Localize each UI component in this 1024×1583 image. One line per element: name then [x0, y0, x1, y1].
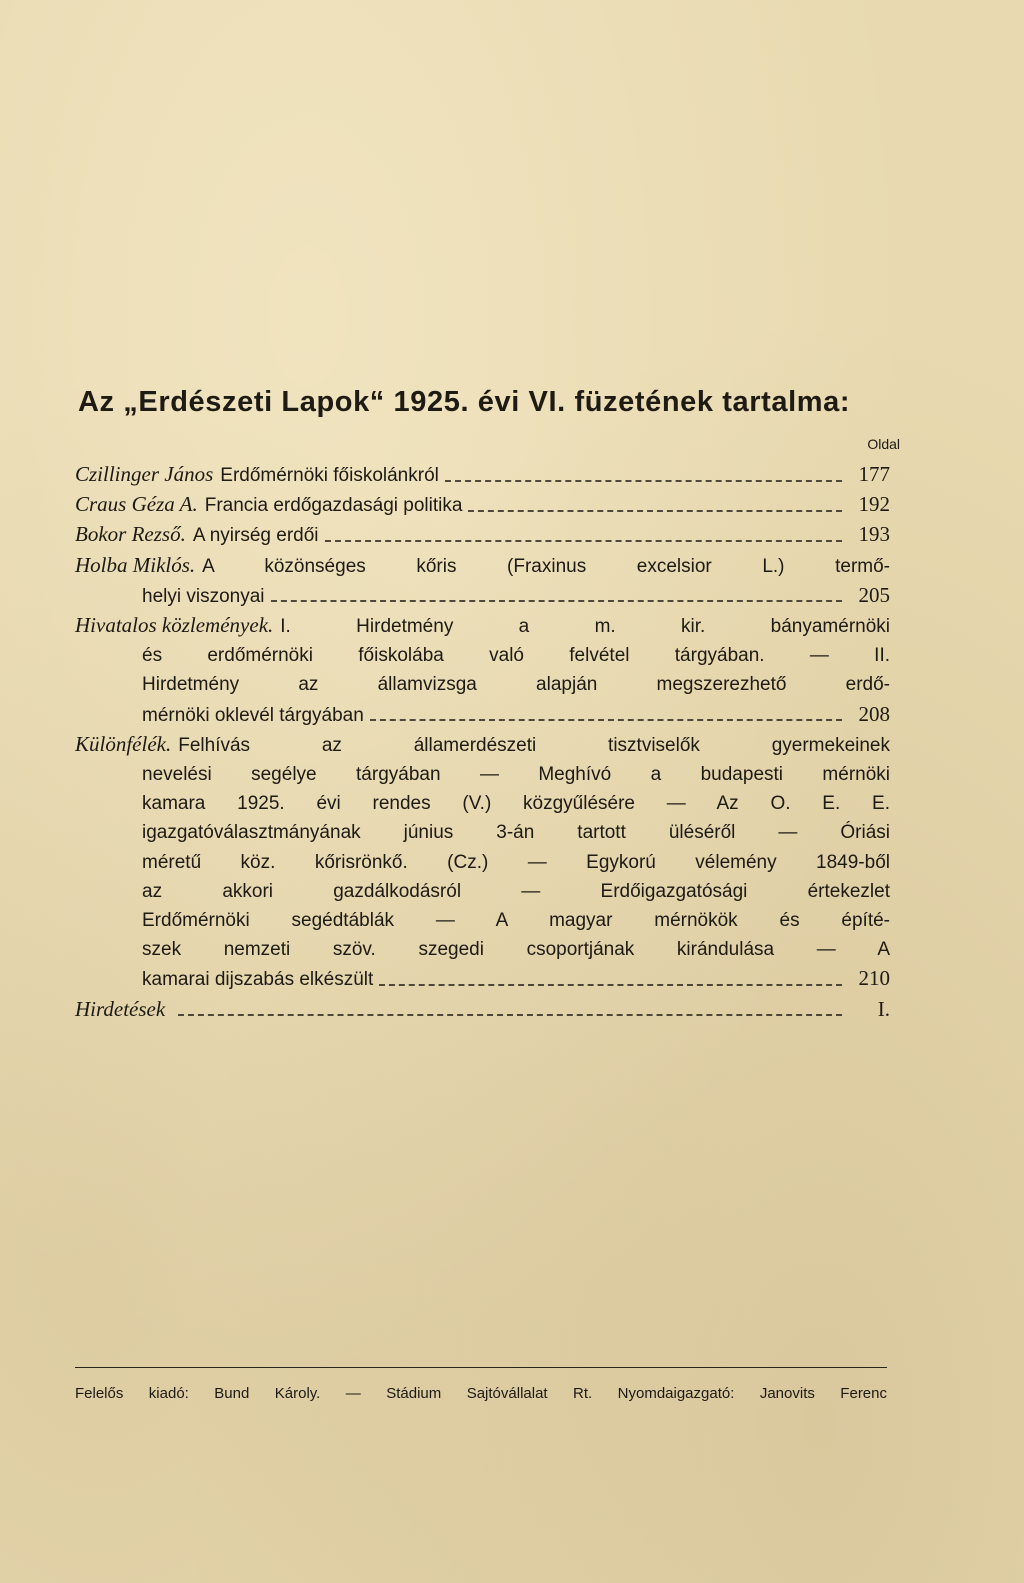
toc-text: A nyirség erdői — [192, 525, 319, 547]
toc-author: Különfélék. — [75, 731, 172, 756]
dot-leader — [370, 703, 842, 724]
toc-line — [75, 670, 890, 699]
toc-text: Felhívás az államerdészeti tisztviselők gyermekeinek — [178, 734, 890, 756]
dot-leader — [379, 968, 842, 989]
dot-leader — [178, 998, 842, 1019]
toc-author: Bokor Rezső. — [75, 522, 186, 547]
toc-text: kamarai dijszabás elkészült — [142, 969, 374, 991]
toc-text: szek nemzeti szöv. szegedi csoportjának kirándulása — A — [142, 939, 890, 961]
page-title: Az „Erdészeti Lapok“ 1925. évi VI. füzetének tartalma: — [78, 386, 851, 418]
toc-line — [75, 935, 890, 964]
toc-line — [75, 789, 890, 818]
toc-entry — [75, 551, 890, 611]
toc-page-number: 205 — [858, 582, 890, 607]
toc-text: Erdőmérnöki segédtáblák — A magyar mérnökök és építé- — [142, 910, 890, 932]
toc-line — [75, 551, 890, 581]
toc-entry — [75, 611, 890, 730]
footer-divider — [75, 1367, 887, 1368]
toc-text: és erdőmérnöki főiskolába való felvétel tárgyában. — II. — [142, 645, 890, 667]
toc-line — [75, 995, 890, 1024]
toc-page-number: I. — [877, 996, 890, 1021]
toc-entry — [75, 460, 890, 490]
toc-text: Erdőmérnöki főiskolánkról — [220, 465, 439, 486]
publisher-footer: Felelős kiadó: Bund Károly. — Stádium Sajtóvállalat Rt. Nyomdaigazgató: Janovits Ferenc — [75, 1385, 887, 1402]
toc-line — [75, 520, 890, 550]
toc-text: az akkori gazdálkodásról — Erdőigazgatósági értekezlet — [142, 880, 890, 902]
toc-line — [75, 611, 890, 641]
toc-line — [75, 581, 890, 611]
toc-author: Holba Miklós. — [75, 552, 196, 577]
toc-text: méretű köz. kőrisrönkő. (Cz.) — Egykorú vélemény 1849-ből — [142, 851, 890, 873]
dot-leader — [271, 584, 843, 605]
toc-line — [75, 818, 890, 847]
toc-author: Hivatalos közlemények. — [75, 613, 274, 638]
toc-text: kamara 1925. évi rendes (V.) közgyűlésére — Az O. E. E. — [142, 793, 890, 815]
toc-line — [75, 848, 890, 877]
toc-line — [75, 641, 890, 670]
toc-page-number: 192 — [858, 492, 890, 517]
toc-line — [75, 877, 890, 906]
toc-text: Francia erdőgazdasági politika — [204, 495, 463, 517]
toc-text: mérnöki oklevél tárgyában — [142, 704, 364, 726]
toc-text: I. Hirdetmény a m. kir. bányamérnöki — [280, 616, 890, 638]
table-of-contents — [75, 460, 890, 1024]
toc-text: igazgatóválasztmányának június 3-án tartott üléséről — Óriási — [142, 822, 890, 844]
toc-entry — [75, 995, 890, 1024]
toc-author: Craus Géza A. — [75, 492, 198, 517]
toc-author: Hirdetések — [75, 996, 166, 1021]
toc-line — [75, 730, 890, 760]
dot-leader — [325, 524, 842, 545]
toc-page-number: 193 — [858, 522, 890, 547]
toc-text: helyi viszonyai — [142, 585, 265, 607]
toc-page-number: 177 — [858, 462, 890, 486]
toc-line — [75, 964, 890, 994]
toc-entry — [75, 520, 890, 550]
toc-text: Hirdetmény az államvizsga alapján megszerezhető erdő- — [142, 674, 890, 696]
toc-text: nevelési segélye tárgyában — Meghívó a budapesti mérnöki — [142, 764, 890, 786]
toc-line — [75, 490, 890, 520]
toc-page-number: 208 — [858, 701, 890, 726]
toc-entry — [75, 730, 890, 995]
dot-leader — [445, 463, 842, 484]
toc-entry — [75, 490, 890, 520]
toc-line — [75, 460, 890, 490]
page-column-header: Oldal — [867, 436, 900, 452]
toc-text: A közönséges kőris (Fraxinus excelsior L.) termő- — [202, 555, 890, 577]
toc-page-number: 210 — [858, 966, 890, 991]
toc-author: Czillinger János — [75, 462, 214, 486]
toc-line — [75, 906, 890, 935]
dot-leader — [468, 493, 842, 514]
toc-line — [75, 700, 890, 730]
toc-line — [75, 760, 890, 789]
